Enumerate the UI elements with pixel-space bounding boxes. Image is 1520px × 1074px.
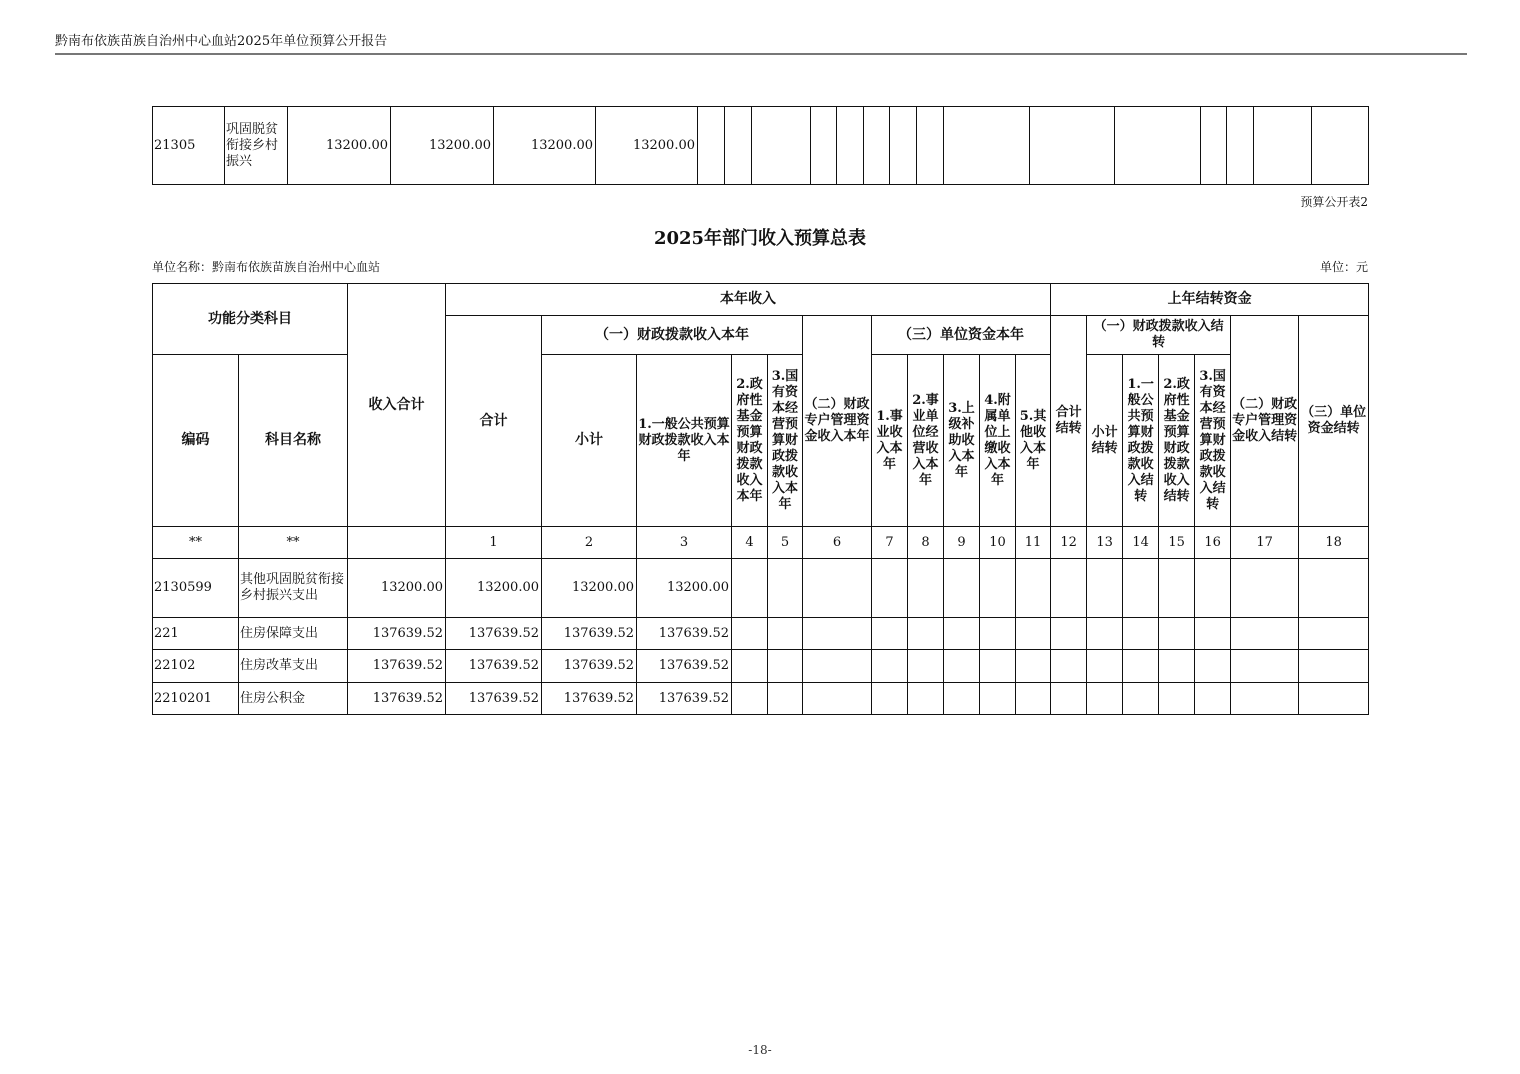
cell-total: 137639.52 xyxy=(446,618,542,650)
cell-code: 221 xyxy=(153,618,239,650)
cell-subject-name: 住房改革支出 xyxy=(239,650,348,683)
index-cell xyxy=(348,527,446,559)
cell-subject-name: 住房公积金 xyxy=(239,683,348,715)
header-general-budget: 1.一般公共预算财政拨款收入本年 xyxy=(637,355,732,527)
table-row xyxy=(153,559,1369,618)
cell-code: 21305 xyxy=(153,107,225,185)
header-fiscal-carry: （一）财政拨款收入结转 xyxy=(1087,316,1231,355)
index-cell: 2 xyxy=(542,527,637,559)
cell-code: 2210201 xyxy=(153,683,239,715)
cell-general-budget: 137639.52 xyxy=(637,650,732,683)
table-id: 预算公开表2 xyxy=(1300,195,1368,209)
cell-subject-name: 巩固脱贫衔接乡村振兴 xyxy=(225,107,288,185)
header-total: 合计 xyxy=(446,316,542,527)
index-cell: 14 xyxy=(1123,527,1159,559)
index-cell: 6 xyxy=(803,527,872,559)
index-cell: 5 xyxy=(768,527,803,559)
index-cell: 11 xyxy=(1016,527,1051,559)
header-this-year: 本年收入 xyxy=(446,284,1051,316)
cell-income-total: 13200.00 xyxy=(348,559,446,618)
continued-table xyxy=(152,106,1369,185)
header-fiscal-this-year: （一）财政拨款收入本年 xyxy=(542,316,803,355)
header-subsidy-income: 3.上级补助收入本年 xyxy=(944,355,980,527)
cell-subtotal: 137639.52 xyxy=(542,618,637,650)
index-cell: 1 xyxy=(446,527,542,559)
index-cell: 12 xyxy=(1051,527,1087,559)
table-row xyxy=(153,683,1369,715)
header-other-income: 5.其他收入本年 xyxy=(1016,355,1051,527)
index-cell: ** xyxy=(239,527,348,559)
index-cell: 15 xyxy=(1159,527,1195,559)
table-row xyxy=(153,107,1369,185)
index-cell: 13 xyxy=(1087,527,1123,559)
header-unit-fund: （三）单位资金本年 xyxy=(872,316,1051,355)
cell-general-budget: 13200.00 xyxy=(637,559,732,618)
header-divider xyxy=(55,53,1467,55)
header-operating-income: 2.事业单位经营收入本年 xyxy=(908,355,944,527)
cell-value: 13200.00 xyxy=(494,107,596,185)
header-carry-total: 合计结转 xyxy=(1051,316,1087,527)
header-carry-special: （二）财政专户管理资金收入结转 xyxy=(1231,316,1299,527)
table-row xyxy=(153,618,1369,650)
index-row xyxy=(153,527,1369,559)
header-carry-gov-fund: 2.政府性基金预算财政拨款收入结转 xyxy=(1159,355,1195,527)
header-carry-state-capital: 3.国有资本经营预算财政拨款收入结转 xyxy=(1195,355,1231,527)
cell-total: 137639.52 xyxy=(446,650,542,683)
index-cell: 10 xyxy=(980,527,1016,559)
index-cell: 18 xyxy=(1299,527,1369,559)
header-code: 编码 xyxy=(153,355,239,527)
header-carry-unit: （三）单位资金结转 xyxy=(1299,316,1369,527)
cell-code: 2130599 xyxy=(153,559,239,618)
cell-value: 13200.00 xyxy=(288,107,391,185)
cell-code: 22102 xyxy=(153,650,239,683)
header-carry-subtotal: 小计结转 xyxy=(1087,355,1123,527)
index-cell: 3 xyxy=(637,527,732,559)
header-business-income: 1.事业收入本年 xyxy=(872,355,908,527)
unit-label: 单位：元 xyxy=(1319,260,1368,274)
cell-subtotal: 13200.00 xyxy=(542,559,637,618)
cell-general-budget: 137639.52 xyxy=(637,683,732,715)
header-special-fund: （二）财政专户管理资金收入本年 xyxy=(803,316,872,527)
header-last-year: 上年结转资金 xyxy=(1051,284,1369,316)
header-gov-fund: 2.政府性基金预算财政拨款收入本年 xyxy=(732,355,768,527)
cell-total: 137639.52 xyxy=(446,683,542,715)
budget-table xyxy=(152,283,1369,715)
header-subtotal: 小计 xyxy=(542,355,637,527)
header-func-class: 功能分类科目 xyxy=(153,284,348,355)
header-income-total: 收入合计 xyxy=(348,284,446,527)
cell-subject-name: 住房保障支出 xyxy=(239,618,348,650)
cell-subject-name: 其他巩固脱贫衔接乡村振兴支出 xyxy=(239,559,348,618)
index-cell: 9 xyxy=(944,527,980,559)
header-carry-general: 1.一般公共预算财政拨款收入结转 xyxy=(1123,355,1159,527)
cell-value: 13200.00 xyxy=(596,107,698,185)
header-affiliated-income: 4.附属单位上缴收入本年 xyxy=(980,355,1016,527)
index-cell: 16 xyxy=(1195,527,1231,559)
index-cell: ** xyxy=(153,527,239,559)
table-title: 2025年部门收入预算总表 xyxy=(653,228,867,249)
unit-name: 单位名称：黔南布依族苗族自治州中心血站 xyxy=(152,260,381,274)
cell-total: 13200.00 xyxy=(446,559,542,618)
table-row xyxy=(153,650,1369,683)
cell-subtotal: 137639.52 xyxy=(542,650,637,683)
cell-income-total: 137639.52 xyxy=(348,618,446,650)
cell-income-total: 137639.52 xyxy=(348,683,446,715)
header-state-capital: 3.国有资本经营预算财政拨款收入本年 xyxy=(768,355,803,527)
page-header: 黔南布依族苗族自治州中心血站2025年单位预算公开报告 xyxy=(55,34,388,49)
cell-income-total: 137639.52 xyxy=(348,650,446,683)
page-number: -18- xyxy=(748,1043,772,1057)
cell-value: 13200.00 xyxy=(391,107,494,185)
cell-subtotal: 137639.52 xyxy=(542,683,637,715)
index-cell: 8 xyxy=(908,527,944,559)
header-subject-name: 科目名称 xyxy=(239,355,348,527)
cell-general-budget: 137639.52 xyxy=(637,618,732,650)
index-cell: 17 xyxy=(1231,527,1299,559)
index-cell: 7 xyxy=(872,527,908,559)
index-cell: 4 xyxy=(732,527,768,559)
